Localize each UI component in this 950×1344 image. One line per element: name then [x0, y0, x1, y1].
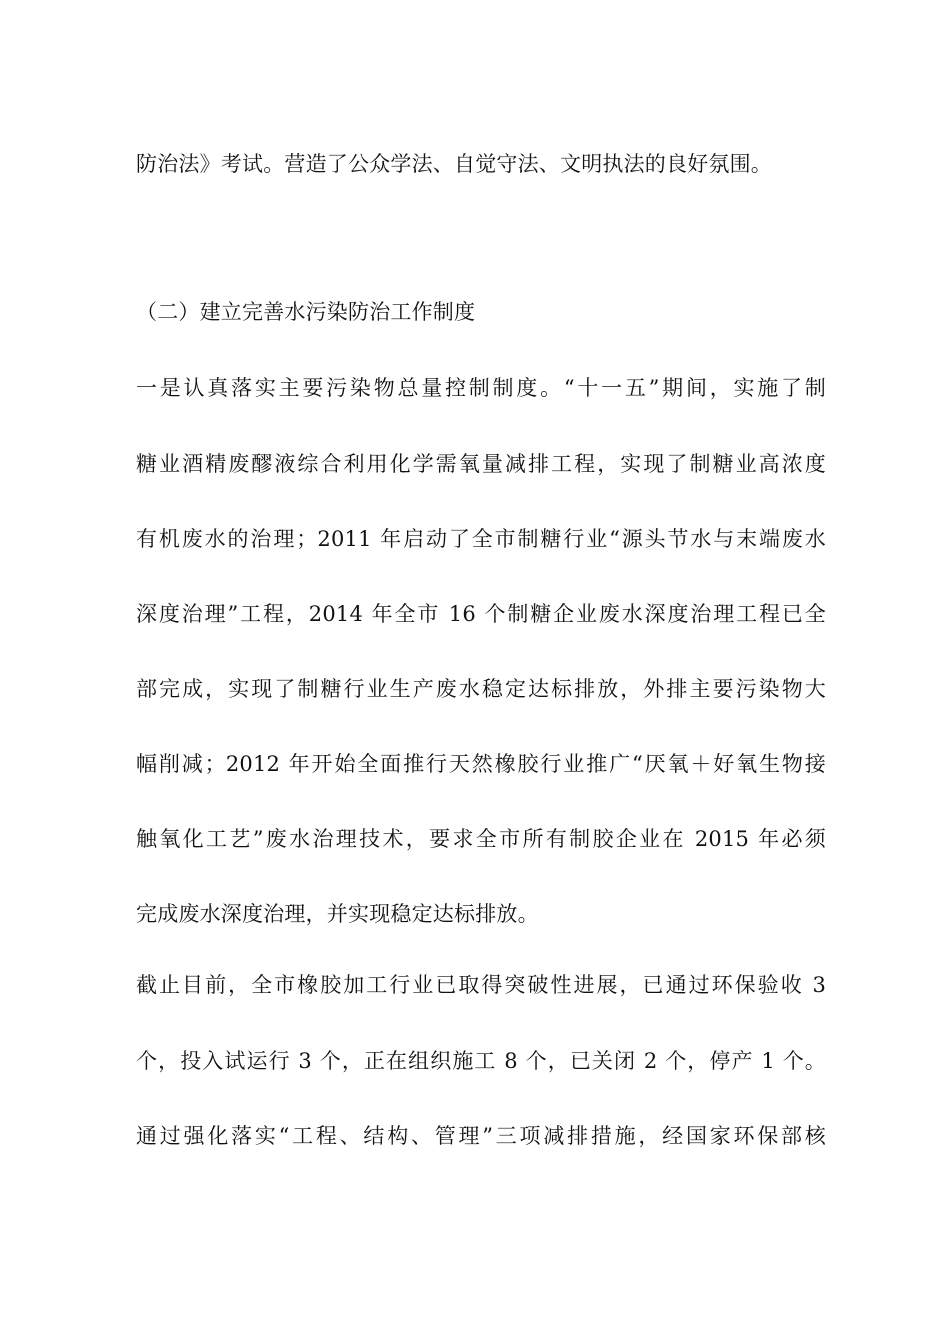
- paragraph-line: 截止目前，全市橡胶加工行业已取得突破性进展，已通过环保验收 3: [136, 973, 826, 997]
- paragraph-line: 深度治理”工程，2014 年全市 16 个制糖企业废水深度治理工程已全: [136, 602, 826, 626]
- paragraph-line: 糖业酒精废醪液综合利用化学需氧量减排工程，实现了制糖业高浓度: [136, 452, 826, 476]
- paragraph-line: 一是认真落实主要污染物总量控制制度。“十一五”期间，实施了制: [136, 376, 826, 400]
- paragraph-line: 有机废水的治理；2011 年启动了全市制糖行业“源头节水与末端废水: [136, 527, 826, 551]
- section-heading: （二）建立完善水污染防治工作制度: [136, 300, 476, 324]
- paragraph-line: 个，投入试运行 3 个，正在组织施工 8 个，已关闭 2 个，停产 1 个。: [136, 1049, 826, 1073]
- paragraph-line: 防治法》考试。营造了公众学法、自觉守法、文明执法的良好氛围。: [136, 152, 772, 176]
- paragraph-line: 幅削减；2012 年开始全面推行天然橡胶行业推广“厌氧＋好氧生物接: [136, 752, 826, 776]
- paragraph-line: 通过强化落实“工程、结构、管理”三项减排措施，经国家环保部核: [136, 1124, 826, 1148]
- paragraph-line: 完成废水深度治理，并实现稳定达标排放。: [136, 902, 539, 926]
- paragraph-line: 触氧化工艺”废水治理技术，要求全市所有制胶企业在 2015 年必须: [136, 827, 826, 851]
- paragraph-line: 部完成，实现了制糖行业生产废水稳定达标排放，外排主要污染物大: [136, 677, 826, 701]
